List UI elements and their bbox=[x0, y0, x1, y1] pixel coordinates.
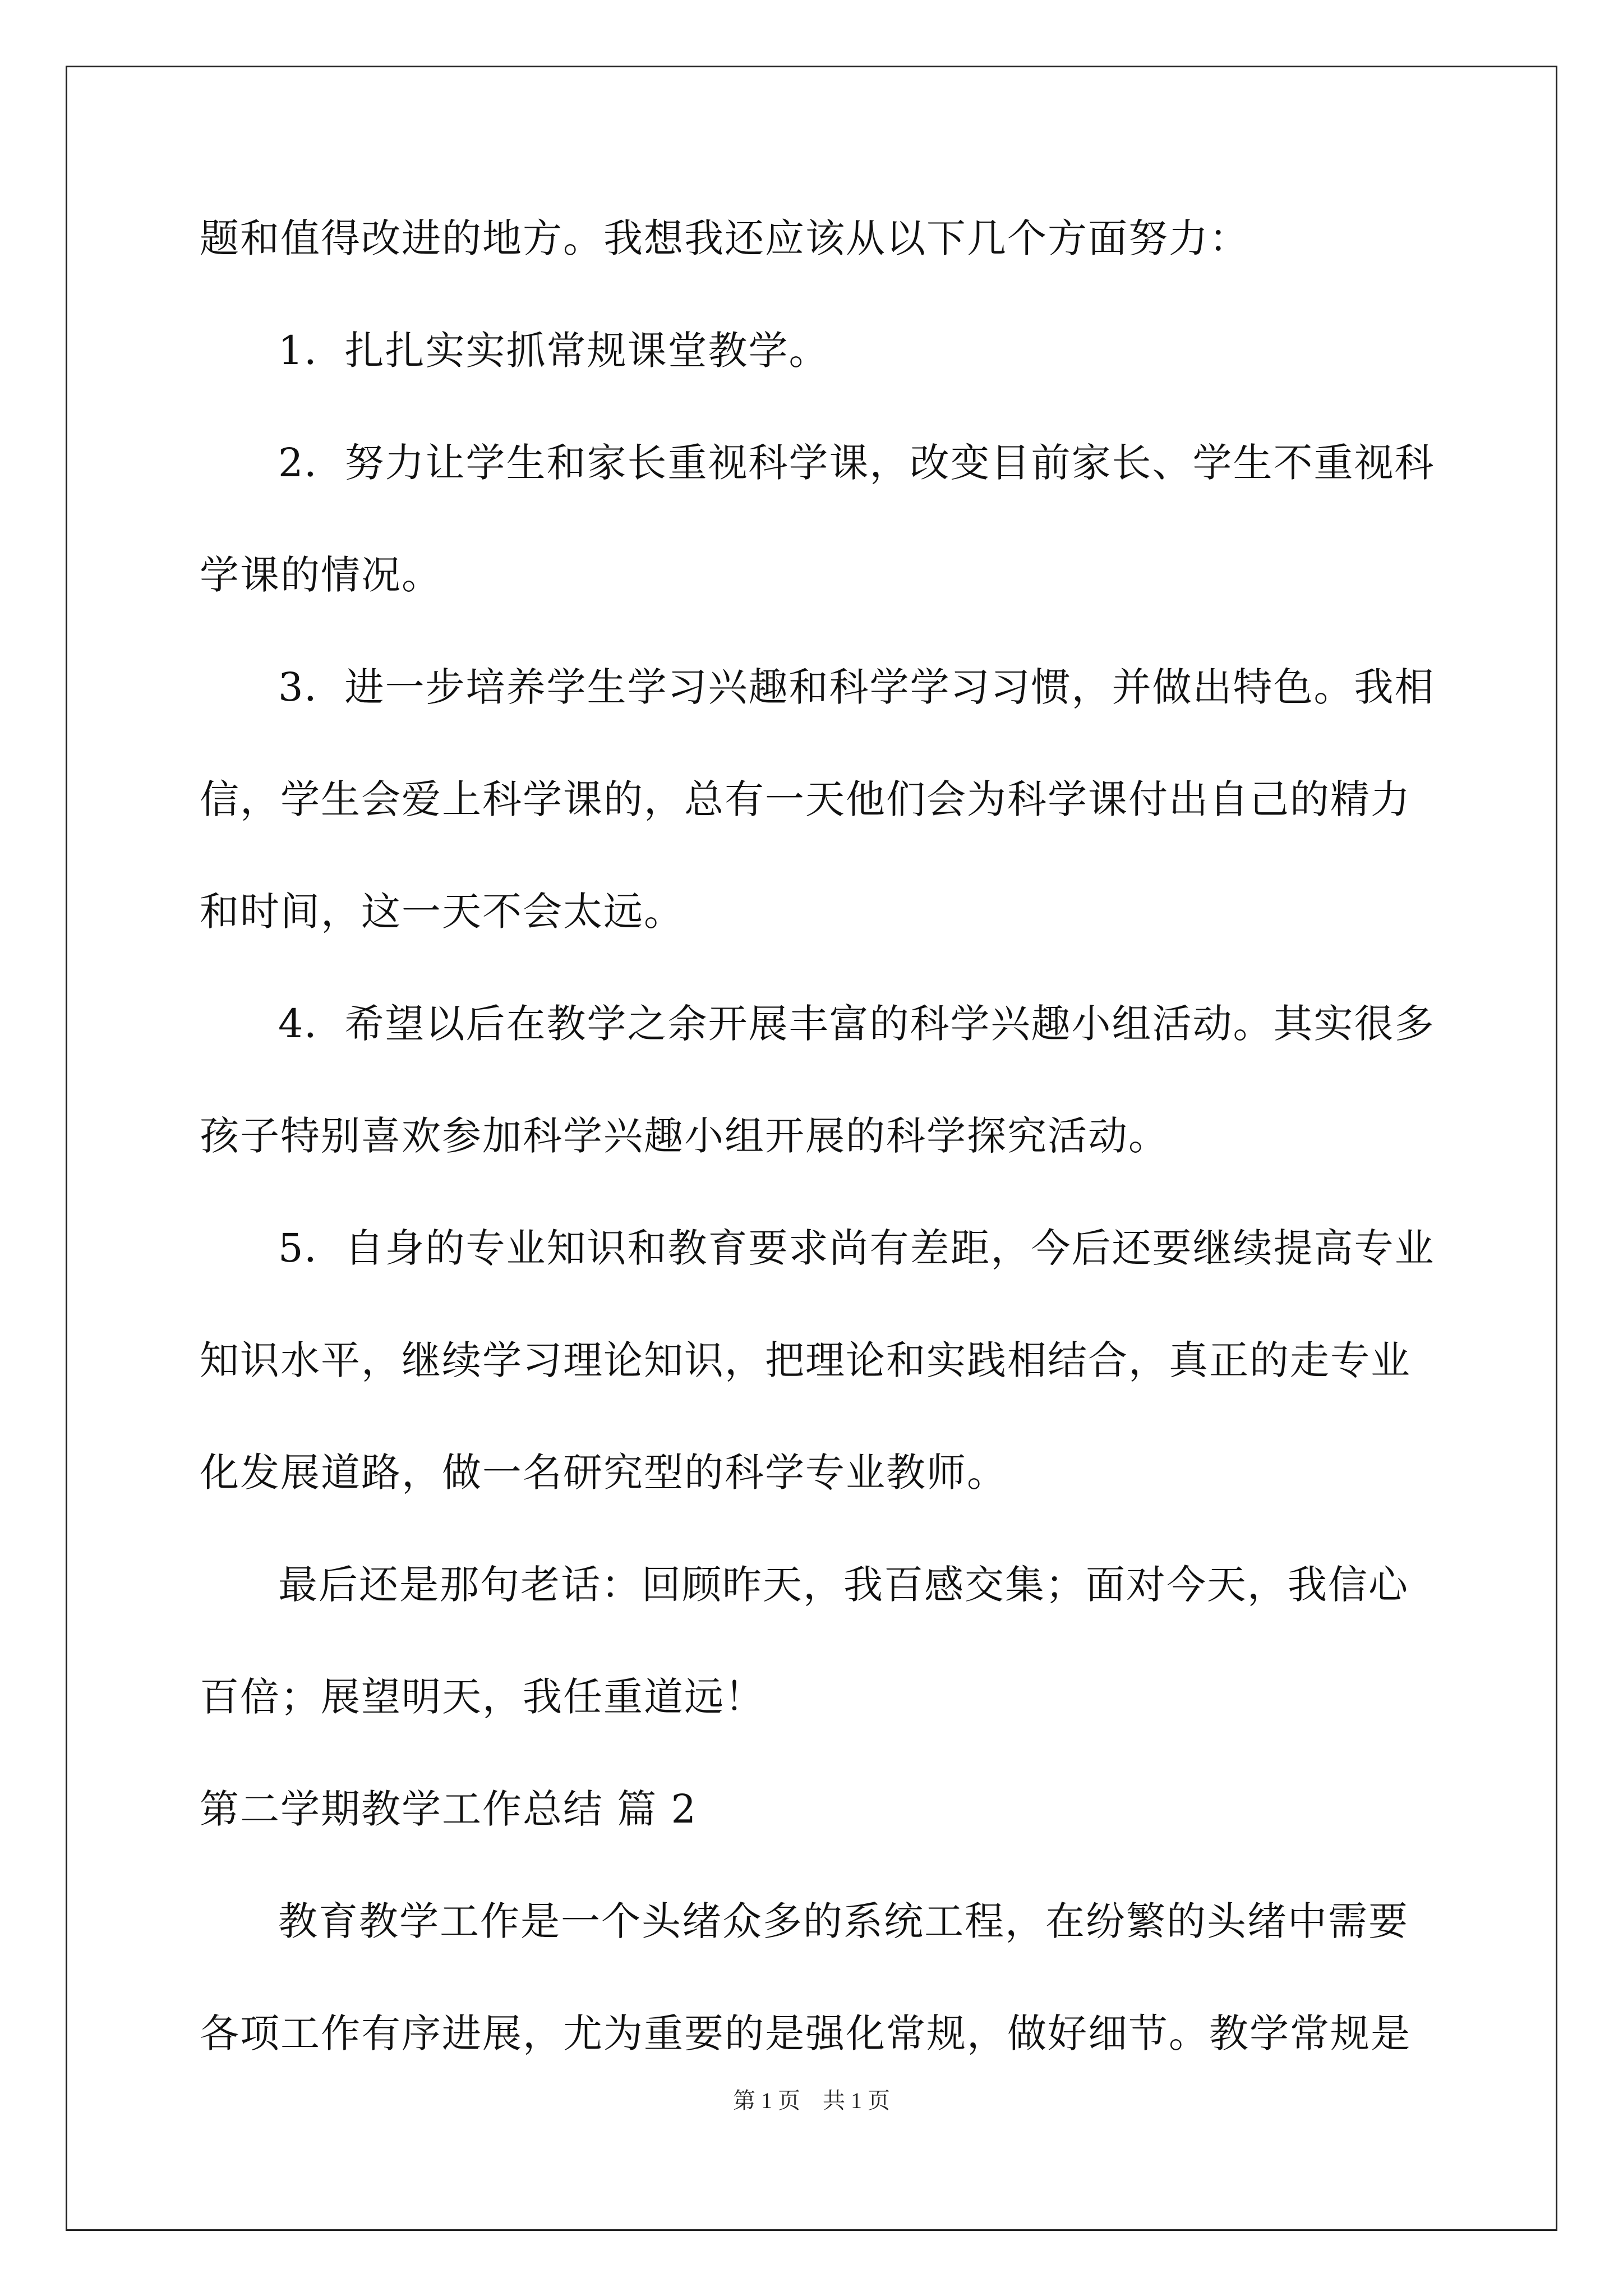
page-number-footer: 第 1 页 共 1 页 bbox=[733, 2088, 890, 2113]
list-item-3-line-3: 和时间，这一天不会太远。 bbox=[200, 889, 684, 935]
closing-paragraph-line-2: 百倍；展望明天，我任重道远！ bbox=[200, 1674, 765, 1720]
list-item-3-line-2: 信，学生会爱上科学课的，总有一天他们会为科学课付出自己的精力 bbox=[200, 776, 1411, 822]
closing-paragraph-line-1: 最后还是那句老话：回顾昨天，我百感交集；面对今天，我信心 bbox=[278, 1562, 1409, 1608]
list-item-5-line-3: 化发展道路，做一名研究型的科学专业教师。 bbox=[200, 1450, 1007, 1496]
list-item-1: 1．扎扎实实抓常规课堂教学。 bbox=[278, 328, 829, 374]
list-item-4-line-1: 4．希望以后在教学之余开展丰富的科学兴趣小组活动。其实很多 bbox=[278, 1001, 1435, 1047]
paragraph-line-1: 题和值得改进的地方。我想我还应该从以下几个方面努力： bbox=[200, 215, 1249, 261]
section-paragraph-line-2: 各项工作有序进展，尤为重要的是强化常规，做好细节。教学常规是 bbox=[200, 2010, 1411, 2056]
list-item-2-line-1: 2．努力让学生和家长重视科学课，改变目前家长、学生不重视科 bbox=[278, 440, 1435, 486]
section-heading: 第二学期教学工作总结 篇 2 bbox=[200, 1786, 698, 1832]
list-item-5-line-2: 知识水平，继续学习理论知识，把理论和实践相结合，真正的走专业 bbox=[200, 1337, 1411, 1383]
list-item-3-line-1: 3．进一步培养学生学习兴趣和科学学习习惯，并做出特色。我相 bbox=[278, 664, 1435, 710]
section-paragraph-line-1: 教育教学工作是一个头绪众多的系统工程，在纷繁的头绪中需要 bbox=[278, 1898, 1409, 1944]
list-item-5-line-1: 5．自身的专业知识和教育要求尚有差距，今后还要继续提高专业 bbox=[278, 1225, 1435, 1271]
list-item-4-line-2: 孩子特别喜欢参加科学兴趣小组开展的科学探究活动。 bbox=[200, 1113, 1169, 1159]
list-item-2-line-2: 学课的情况。 bbox=[200, 552, 442, 598]
